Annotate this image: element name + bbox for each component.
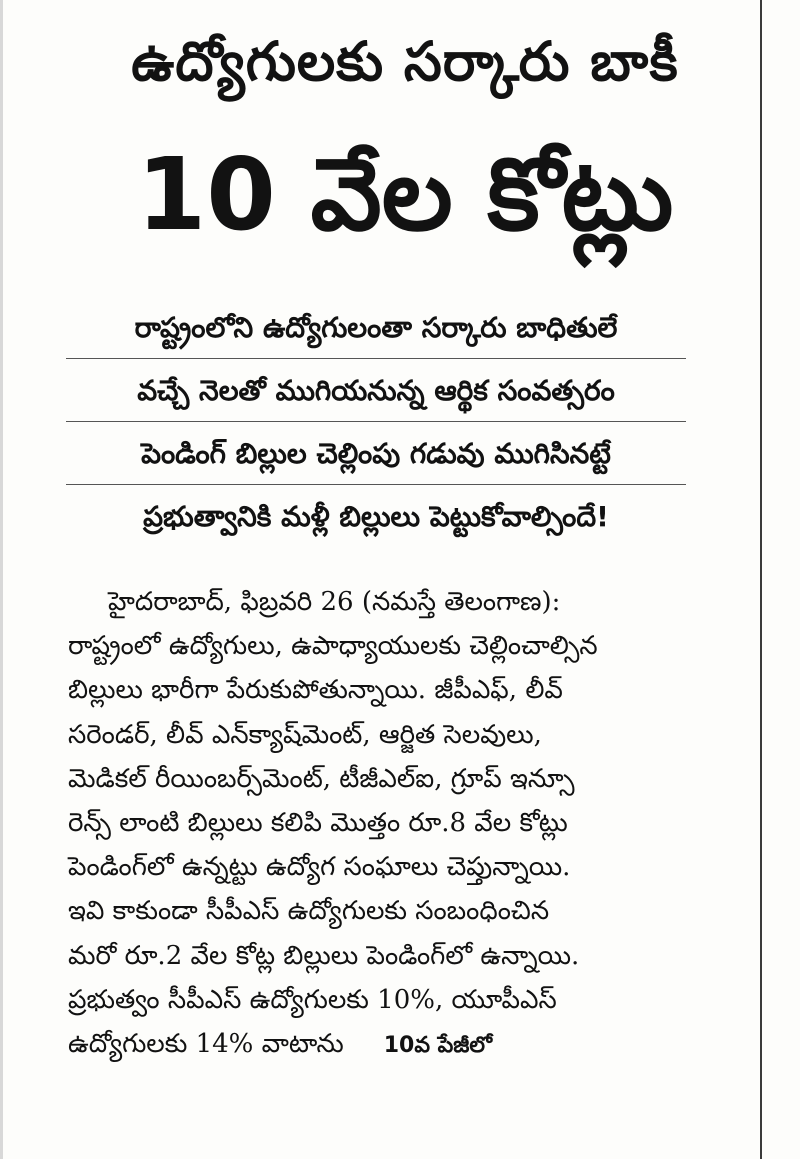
body-line-text: ఉద్యోగులకు 14% వాటాను bbox=[68, 1028, 344, 1059]
body-line: రాష్ట్రంలో ఉద్యోగులు, ఉపాధ్యాయులకు చెల్లించాల్సిన bbox=[68, 631, 598, 662]
dateline: హైదరాబాద్, ఫిబ్రవరి 26 (నమస్తే తెలంగాణ): bbox=[108, 587, 561, 617]
article-body bbox=[68, 580, 700, 1066]
headline-line-1: ఉద్యోగులకు సర్కారు బాకీ bbox=[131, 30, 679, 93]
body-line: ఇవి కాకుండా సీపీఎస్ ఉద్యోగులకు సంబంధించిన bbox=[68, 896, 550, 927]
continued-on-page: 10వ పేజీలో bbox=[383, 1032, 493, 1058]
body-line: ప్రభుత్వం సీపీఎస్ ఉద్యోగులకు 10%, యూపీఎస్ bbox=[68, 984, 557, 1015]
body-line: సరెండర్, లీవ్ ఎన్‌క్యాష్‌మెంట్, ఆర్జిత సెలవులు, bbox=[68, 719, 542, 750]
page-left-edge bbox=[0, 0, 3, 1159]
subheading: రాష్ట్రంలోని ఉద్యోగులంతా సర్కారు బాధితులే bbox=[134, 311, 618, 344]
body-line: రెన్స్ లాంటి బిల్లులు కలిపి మొత్తం రూ.8 వేల కోట్లు bbox=[68, 807, 568, 838]
subheading: పెండింగ్ బిల్లుల చెల్లింపు గడువు ముగిసినట్టే bbox=[141, 437, 611, 470]
subheading: వచ్చే నెలతో ముగియనున్న ఆర్థిక సంవత్సరం bbox=[137, 374, 615, 407]
body-line: మెడికల్ రీయింబర్స్‌మెంట్, టీజీఎల్‌ఐ, గ్రూప్ ఇన్సూ bbox=[68, 763, 575, 794]
body-line: మరో రూ.2 వేల కోట్ల బిల్లులు పెండింగ్‌లో ఉన్నాయి. bbox=[68, 940, 580, 971]
body-line-last bbox=[68, 1022, 700, 1066]
subheading: ప్రభుత్వానికి మళ్లీ బిల్లులు పెట్టుకోవాల్సిందే! bbox=[143, 500, 609, 533]
subheadings bbox=[66, 296, 686, 547]
headline-line-2: 10 వేల కోట్లు bbox=[136, 136, 674, 253]
body-line: పెండింగ్‌లో ఉన్నట్టు ఉద్యోగ సంఘాలు చెప్తున్నాయి. bbox=[68, 852, 571, 883]
body-line: బిల్లులు భారీగా పేరుకుపోతున్నాయి. జీపీఎఫ్, లీవ్ bbox=[68, 675, 563, 706]
column-rule bbox=[760, 0, 762, 1159]
